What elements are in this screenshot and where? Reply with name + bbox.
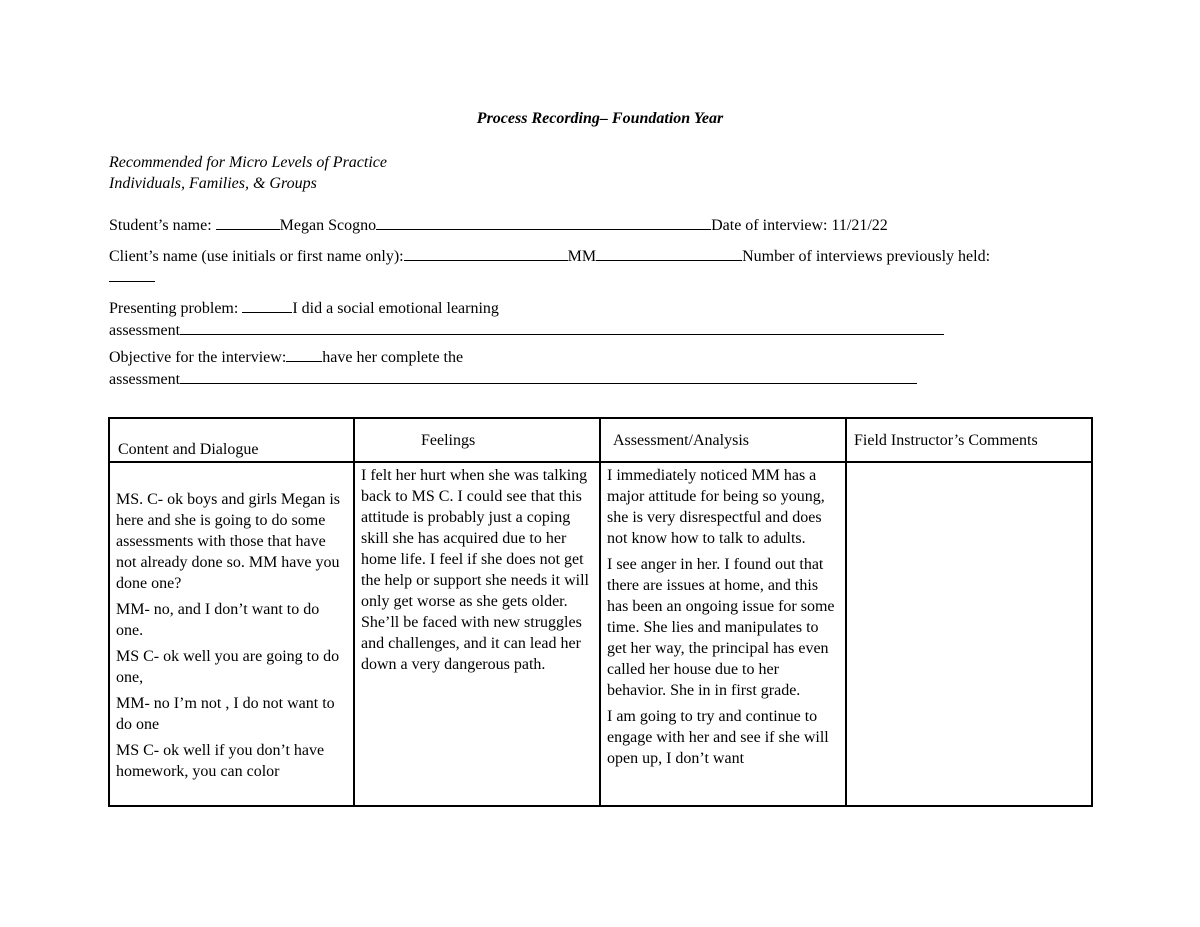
field-instructor-comments-cell — [847, 463, 1091, 805]
presenting-problem-value: I did a social emotional learning — [292, 300, 499, 317]
objective-label: Objective for the interview: — [109, 349, 287, 366]
dialogue-line: MS C- ok well you are going to do one, — [116, 648, 340, 686]
header-content-dialogue: Content and Dialogue — [110, 419, 355, 463]
assessment-paragraph: I immediately noticed MM has a major attitude for being so young, she is very disrespectful and does not know how to talk to adults. — [607, 467, 825, 547]
document-title: Process Recording– Foundation Year — [476, 110, 724, 127]
student-name-value: Megan Scogno — [279, 217, 377, 234]
blank-line — [216, 214, 280, 230]
header-feelings: Feelings — [355, 419, 601, 463]
objective-value: have her complete the — [322, 349, 464, 366]
dialogue-line: MS. C- ok boys and girls Megan is here and she is going to do some assessments with those that have not already done so. MM have you done one? — [116, 491, 340, 592]
objective-row — [109, 346, 917, 390]
assessment-cell — [601, 463, 847, 805]
student-name-label: Student’s name: — [109, 217, 216, 234]
header-assessment-analysis: Assessment/Analysis — [601, 419, 847, 463]
subtitle-line-1: Recommended for Micro Levels of Practice — [109, 154, 387, 171]
blank-line — [180, 319, 944, 335]
subtitle — [109, 152, 387, 194]
presenting-problem-continued: assessment — [109, 322, 181, 339]
dialogue-line: MS C- ok well if you don’t have homework, you can color — [116, 742, 325, 780]
assessment-paragraph: I see anger in her. I found out that there are issues at home, and this has been an ongoing issue for some time. She lies and manipulates to get her way, the principal has even called her house due to her behavior. She in in first grade. — [607, 556, 835, 699]
interviews-held-blank — [109, 266, 155, 288]
blank-line — [596, 245, 742, 261]
blank-line — [286, 346, 322, 362]
client-name-row — [109, 245, 990, 267]
dialogue-line: MM- no, and I don’t want to do one. — [116, 601, 320, 639]
presenting-problem-row — [109, 297, 944, 341]
client-name-label: Client’s name (use initials or first name only): — [109, 248, 404, 265]
blank-line — [180, 368, 917, 384]
content-dialogue-cell — [110, 463, 355, 805]
blank-line — [404, 245, 568, 261]
blank-line — [242, 297, 292, 313]
dialogue-line: MM- no I’m not , I do not want to do one — [116, 695, 335, 733]
subtitle-line-2: Individuals, Families, & Groups — [109, 175, 317, 192]
blank-line — [109, 266, 155, 282]
process-recording-table — [108, 417, 1093, 807]
feelings-paragraph: I felt her hurt when she was talking back to MS C. I could see that this attitude is probably just a coping skill she has acquired due to her home life. I feel if she does not get the help or support she needs it will only get worse as she gets older. She’ll be faced with new struggles and challenges, and it can lead her down a very dangerous path. — [361, 467, 589, 673]
student-name-row — [109, 214, 888, 236]
header-field-instructor-comments: Field Instructor’s Comments — [847, 419, 1091, 463]
date-of-interview: Date of interview: 11/21/22 — [711, 217, 888, 234]
client-name-value: MM — [567, 248, 597, 265]
feelings-cell — [355, 463, 601, 805]
interviews-held-label: Number of interviews previously held: — [742, 248, 991, 265]
presenting-problem-label: Presenting problem: — [109, 300, 243, 317]
blank-line — [376, 214, 711, 230]
assessment-paragraph: I am going to try and continue to engage with her and see if she will open up, I don’t want — [607, 708, 829, 767]
objective-continued: assessment — [109, 371, 181, 388]
